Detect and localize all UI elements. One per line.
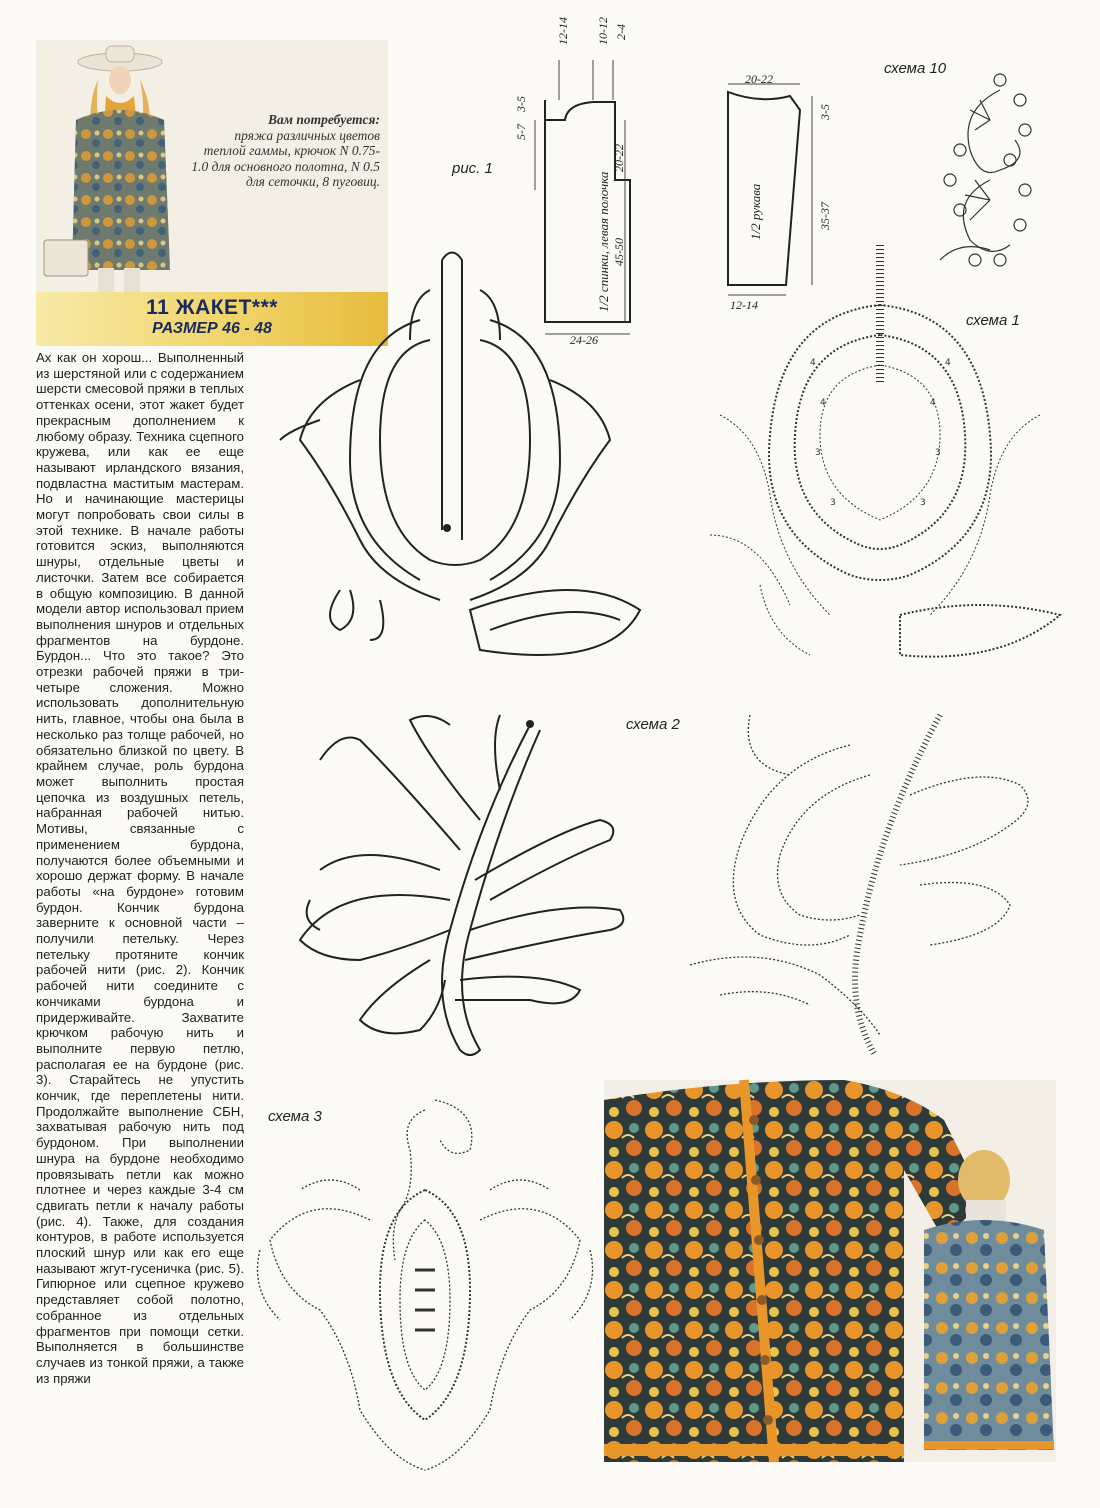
article-text: Ах как он хорош... Выполненный из шерстяной или с содержанием шерсти смесовой пряжи в теплых оттенках осени, этот жакет будет прекрасным дополнением к любому образу. Техника сцепного кружева, или как ее еще называют ирландского вязания, подвластна маститым мастерам. Но и начинающие мастерицы могут попробовать свои силы в этой технике. В начале работы готовится эскиз, выполняются шнуры, отдельные цветы и листочки. Затем все собирается в общую композицию. В данной модели автор использовал прием выполнения шнуров и отдельных фрагментов на бурдоне. Бурдон... Что это такое? Это отрезки рабочей пряжи в три-четыре сложения. Можно использовать дополнительную нить, главное, чтобы она была в несколько раз толще рабочей, но обязательно близкой по цвету. В крайнем случае, роль бурдона может выполнить простая цепочка из воздушных петель, набранная рабочей нитью. Мотивы, связанные с применением бурдона, получаются более объемными и хорошо держат форму. В начале работы «на бурдоне» готовим бурдон. Кончик бурдона заверните к основной части – получили петельку. Через петельку протяните кончик рабочей нити (рис. 2). Кончик рабочей нити соедините с кончиками бурдона и придерживайте. Захватите крючком рабочую нить и выполните первую петлю, располагая ее на бурдоне (рис. 3). Старайтесь не упустить кончик, где переплетены нити. Продолжайте выполнение СБН, захватывая рабочую нить под бурдоном. При выполнении шнура на бурдоне необходимо провязывать петли как можно плотнее и через каждые 3-4 см сдвигать петли к началу работы (рис. 4). Также, для создания контуров, в работе используется плоский шнур или как его еще называют жгут-гусеничка (рис. 5). Гипюрное или сцепное кружево представляет собой полотно, собранное из отдельных фрагментов при помощи сетки. Выполняется в большинстве случаев из тонкой пряжи, а также из пряжи <box>36 350 244 1386</box>
dim-bottom: 24-26 <box>570 333 598 347</box>
item-title: 11 ЖАКЕТ*** <box>146 296 278 319</box>
requirements-text <box>190 112 380 190</box>
svg-text:4: 4 <box>945 358 951 368</box>
sleeve-dim-right: 35-37 <box>818 202 832 230</box>
dim-left-a: 5-7 <box>514 124 528 140</box>
sleeve-dim-right-top: 3-5 <box>818 104 832 120</box>
jacket-photo <box>604 1080 1056 1462</box>
figure-label-scheme10: схема 10 <box>884 60 947 77</box>
bourdon-tulip-diagram <box>280 240 680 680</box>
requirements-body: пряжа различных цветов теплой гаммы, крючок N 0.75-1.0 для основного полотна, N 0.5 для сеточки, 8 пуговиц. <box>191 127 380 189</box>
dim-left-b: 3-5 <box>514 96 528 112</box>
sleeve-dim-bottom: 12-14 <box>730 298 758 312</box>
svg-text:4: 4 <box>820 398 826 408</box>
dim-right-upper: 20-22 <box>612 144 626 172</box>
body-pattern-label: 1/2 спинки, левая полочка <box>596 171 611 312</box>
figure-label-scheme2: схема 2 <box>626 716 680 733</box>
dim-top-left: 12-14 <box>556 17 570 45</box>
sleeve-dim-top: 20-22 <box>745 72 773 86</box>
dim-top-mid: 10-12 <box>596 17 610 45</box>
figure-label-scheme3: схема 3 <box>268 1108 322 1125</box>
item-size: РАЗМЕР 46 - 48 <box>152 320 272 337</box>
svg-text:3: 3 <box>935 448 941 458</box>
svg-text:3: 3 <box>815 448 821 458</box>
svg-text:3: 3 <box>830 498 836 508</box>
svg-text:3: 3 <box>920 498 926 508</box>
dim-top-right: 2-4 <box>614 24 628 40</box>
svg-text:4: 4 <box>810 358 816 368</box>
sleeve-pattern-label: 1/2 рукава <box>748 183 763 240</box>
bourdon-leaf-diagram <box>280 700 660 1070</box>
scheme-2-diagram <box>680 705 1060 1075</box>
scheme-3-diagram <box>250 1090 600 1490</box>
figure-label-scheme1: схема 1 <box>966 312 1020 329</box>
figure-label-ris1: рис. 1 <box>452 160 493 177</box>
scheme-1-diagram <box>700 235 1070 675</box>
requirements-title: Вам потребуется: <box>267 112 380 127</box>
dim-right-lower: 45-50 <box>612 238 626 266</box>
svg-text:4: 4 <box>930 398 936 408</box>
